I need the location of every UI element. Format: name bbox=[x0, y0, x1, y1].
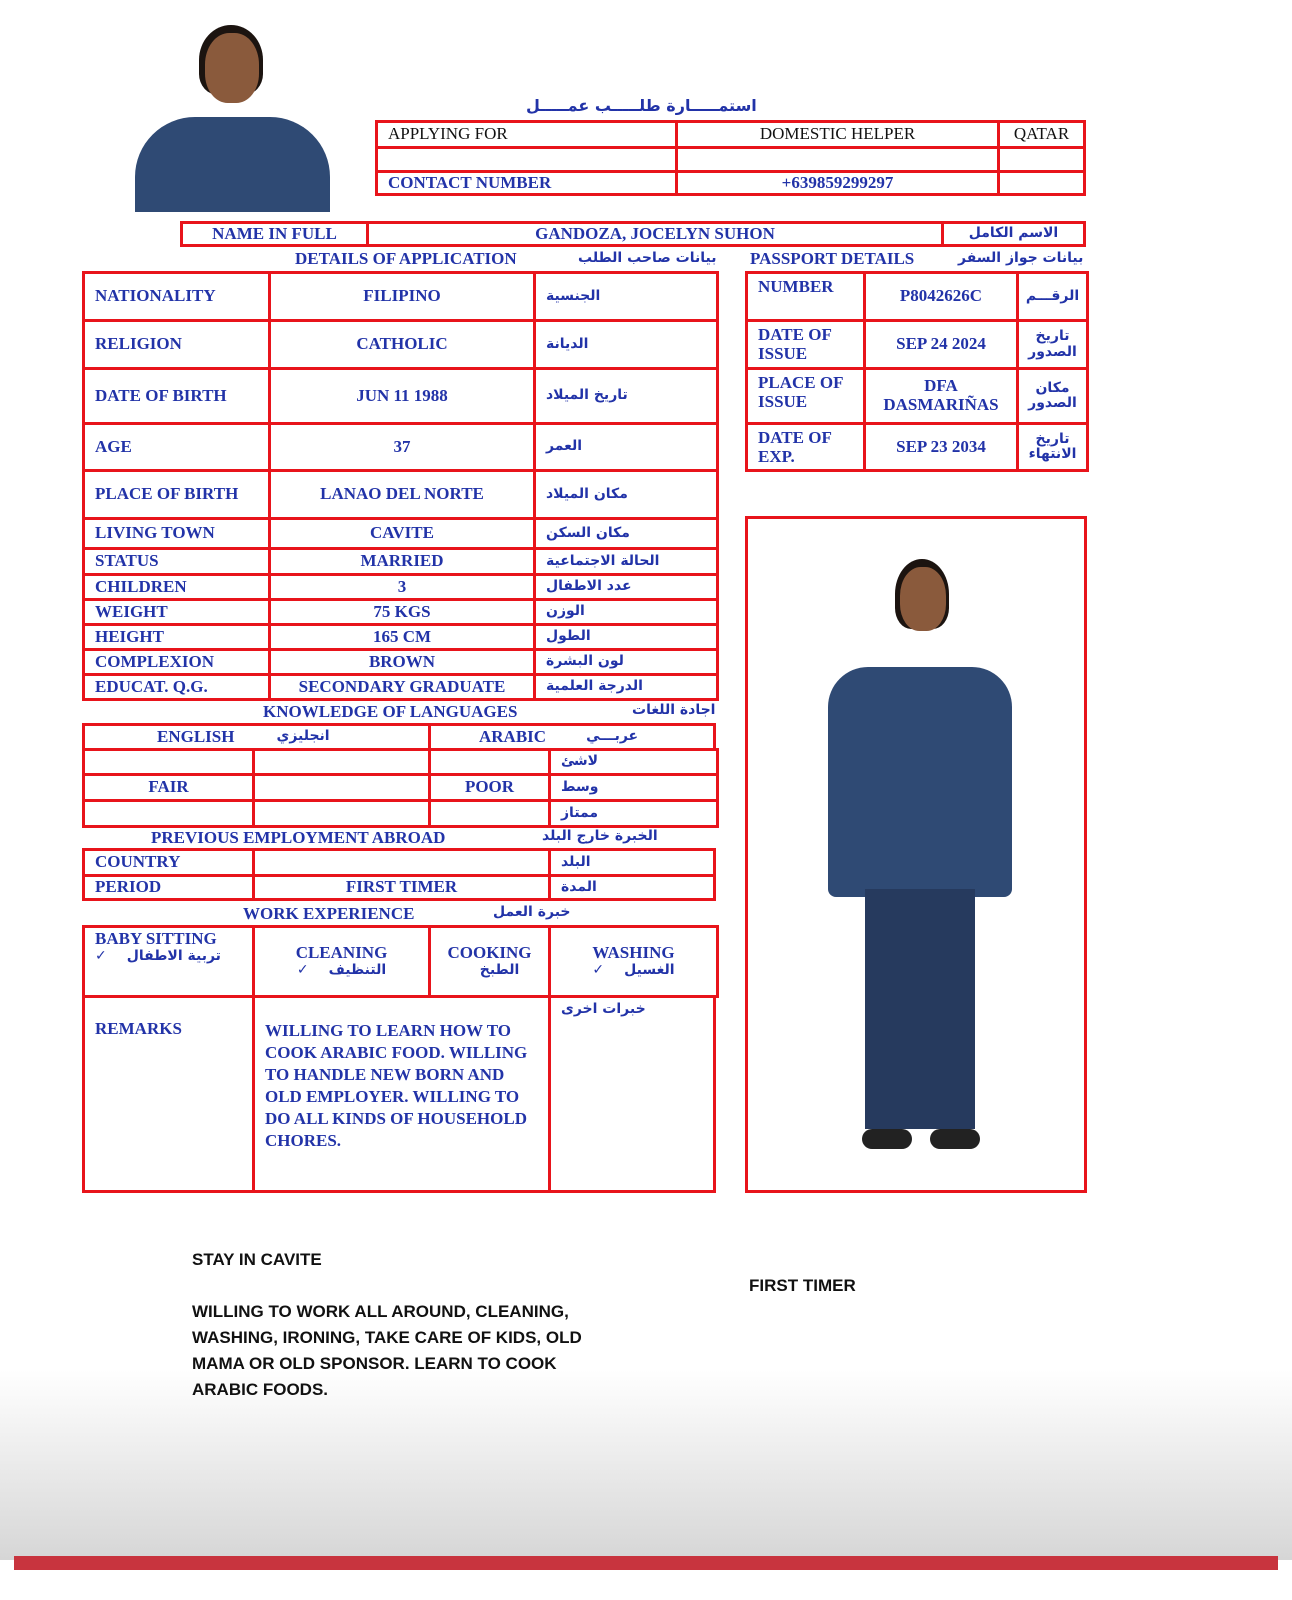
work-item-arabic bbox=[95, 949, 221, 964]
country-label-arabic: البلد bbox=[548, 848, 716, 877]
work-item-arabic-label: الطبخ bbox=[479, 962, 520, 979]
detail-label: NATIONALITY bbox=[82, 271, 271, 322]
detail-label: STATUS bbox=[82, 547, 271, 576]
detail-label-arabic: مكان الميلاد bbox=[533, 469, 719, 520]
work-item-arabic bbox=[592, 963, 674, 978]
passport-value: DFA DASMARIÑAS bbox=[863, 367, 1019, 425]
detail-label-arabic: عدد الاطفال bbox=[533, 573, 719, 601]
passport-value: P8042626C bbox=[863, 271, 1019, 322]
check-icon: ✓ bbox=[592, 962, 605, 979]
detail-label-arabic: الوزن bbox=[533, 598, 719, 626]
detail-value: 3 bbox=[268, 573, 536, 601]
detail-value: CATHOLIC bbox=[268, 319, 536, 370]
country-value bbox=[252, 848, 551, 877]
detail-label: RELIGION bbox=[82, 319, 271, 370]
arabic-label: ARABIC bbox=[479, 726, 547, 746]
detail-value: 165 CM bbox=[268, 623, 536, 651]
detail-label: COMPLEXION bbox=[82, 648, 271, 676]
arabic-level: POOR bbox=[428, 773, 551, 802]
work-item-arabic-label: الغسيل bbox=[624, 962, 675, 979]
passport-label-arabic: الرقـــم bbox=[1016, 271, 1089, 322]
detail-label: WEIGHT bbox=[82, 598, 271, 626]
english-level bbox=[82, 748, 255, 776]
work-item-label: WASHING bbox=[592, 943, 675, 963]
details-heading: DETAILS OF APPLICATION bbox=[295, 249, 517, 268]
detail-label-arabic: تاريخ الميلاد bbox=[533, 367, 719, 425]
detail-value: BROWN bbox=[268, 648, 536, 676]
detail-label-arabic: لون البشرة bbox=[533, 648, 719, 676]
contact-value: +639859299297 bbox=[675, 170, 1000, 196]
destination-country: QATAR bbox=[997, 120, 1086, 149]
level-label-arabic: ممتاز bbox=[548, 799, 719, 828]
detail-label: AGE bbox=[82, 422, 271, 472]
detail-label: PLACE OF BIRTH bbox=[82, 469, 271, 520]
period-label: PERIOD bbox=[82, 874, 255, 901]
work-heading: WORK EXPERIENCE bbox=[243, 904, 415, 923]
arabic-level bbox=[428, 799, 551, 828]
applying-for-label: APPLYING FOR bbox=[375, 120, 678, 149]
form-title-arabic: استمـــــارة طلـــــب عمـــــل bbox=[526, 96, 757, 115]
previous-heading: PREVIOUS EMPLOYMENT ABROAD bbox=[151, 828, 446, 847]
empty-cell bbox=[375, 146, 678, 173]
detail-label: CHILDREN bbox=[82, 573, 271, 601]
detail-label-arabic: الجنسية bbox=[533, 271, 719, 322]
name-value: GANDOZA, JOCELYN SUHON bbox=[366, 221, 944, 247]
detail-value: SECONDARY GRADUATE bbox=[268, 673, 536, 701]
passport-label-arabic: تاريخ الصدور bbox=[1016, 319, 1089, 370]
passport-label: PLACE OF ISSUE bbox=[745, 367, 866, 425]
work-item-cleaning bbox=[252, 925, 431, 998]
english-level bbox=[82, 799, 255, 828]
full-body-photo bbox=[745, 516, 1087, 1193]
name-label-arabic: الاسم الكامل bbox=[941, 221, 1086, 247]
passport-label: NUMBER bbox=[745, 271, 866, 322]
detail-value: LANAO DEL NORTE bbox=[268, 469, 536, 520]
detail-label-arabic: الحالة الاجتماعية bbox=[533, 547, 719, 576]
work-item-cooking bbox=[428, 925, 551, 998]
remarks-text: WILLING TO LEARN HOW TO COOK ARABIC FOOD. WILLING TO HANDLE NEW BORN AND OLD EMPLOYER. WILLING TO DO ALL KINDS OF HOUSEHOLD CHORES. bbox=[252, 995, 551, 1193]
country-label: COUNTRY bbox=[82, 848, 255, 877]
arabic-label-arabic: عربـــي bbox=[586, 728, 639, 745]
level-label-arabic: لاشئ bbox=[548, 748, 719, 776]
arabic-header bbox=[428, 723, 716, 751]
passport-label: DATE OF EXP. bbox=[745, 422, 866, 472]
other-experience-arabic: خبرات اخرى bbox=[548, 995, 716, 1193]
detail-value: MARRIED bbox=[268, 547, 536, 576]
passport-label-arabic: مكان الصدور bbox=[1016, 367, 1089, 425]
work-item-arabic bbox=[460, 963, 520, 978]
detail-value: CAVITE bbox=[268, 517, 536, 550]
languages-heading-arabic: اجادة اللغات bbox=[632, 702, 716, 718]
empty-cell bbox=[997, 146, 1086, 173]
passport-label: DATE OF ISSUE bbox=[745, 319, 866, 370]
passport-value: SEP 24 2024 bbox=[863, 319, 1019, 370]
english-level-mark bbox=[252, 799, 431, 828]
detail-value: FILIPINO bbox=[268, 271, 536, 322]
period-label-arabic: المدة bbox=[548, 874, 716, 901]
detail-label-arabic: الطول bbox=[533, 623, 719, 651]
detail-label: HEIGHT bbox=[82, 623, 271, 651]
detail-value: JUN 11 1988 bbox=[268, 367, 536, 425]
remarks-label: REMARKS bbox=[82, 995, 255, 1193]
bottom-bar bbox=[14, 1556, 1278, 1570]
empty-cell bbox=[675, 146, 1000, 173]
passport-value: SEP 23 2034 bbox=[863, 422, 1019, 472]
contact-label: CONTACT NUMBER bbox=[375, 170, 678, 196]
detail-label: DATE OF BIRTH bbox=[82, 367, 271, 425]
work-item-baby-sitting bbox=[82, 925, 255, 998]
work-heading-arabic: خبرة العمل bbox=[493, 904, 571, 920]
detail-label-arabic: الدرجة العلمية bbox=[533, 673, 719, 701]
first-timer-note: FIRST TIMER bbox=[749, 1276, 856, 1295]
detail-label-arabic: مكان السكن bbox=[533, 517, 719, 550]
work-item-arabic bbox=[297, 963, 386, 978]
empty-cell bbox=[997, 170, 1086, 196]
detail-label: LIVING TOWN bbox=[82, 517, 271, 550]
check-icon: ✓ bbox=[95, 947, 107, 964]
willing-note: WILLING TO WORK ALL AROUND, CLEANING, WASHING, IRONING, TAKE CARE OF KIDS, OLD MAMA OR OLD SPONSOR. LEARN TO COOK ARABIC FOODS. bbox=[192, 1302, 582, 1399]
english-header bbox=[82, 723, 431, 751]
work-item-label: BABY SITTING bbox=[95, 929, 217, 948]
name-label: NAME IN FULL bbox=[180, 221, 369, 247]
applicant-headshot bbox=[135, 25, 330, 212]
detail-label-arabic: الديانة bbox=[533, 319, 719, 370]
period-value: FIRST TIMER bbox=[252, 874, 551, 901]
languages-heading: KNOWLEDGE OF LANGUAGES bbox=[263, 702, 518, 721]
stay-note: STAY IN CAVITE bbox=[192, 1250, 322, 1269]
passport-label-arabic: تاريخ الانتهاء bbox=[1016, 422, 1089, 472]
work-item-label: COOKING bbox=[447, 943, 532, 963]
english-level: FAIR bbox=[82, 773, 255, 802]
english-level-mark bbox=[252, 748, 431, 776]
details-heading-arabic: بيانات صاحب الطلب bbox=[578, 250, 717, 266]
applying-for-value: DOMESTIC HELPER bbox=[675, 120, 1000, 149]
work-item-label: CLEANING bbox=[295, 943, 388, 963]
detail-label: EDUCAT. Q.G. bbox=[82, 673, 271, 701]
passport-heading-arabic: بيانات جواز السفر bbox=[958, 250, 1084, 266]
previous-heading-arabic: الخبرة خارج البلد bbox=[542, 828, 658, 844]
detail-value: 37 bbox=[268, 422, 536, 472]
english-level-mark bbox=[252, 773, 431, 802]
level-label-arabic: وسط bbox=[548, 773, 719, 802]
english-label-arabic: انجليزي bbox=[276, 728, 330, 745]
english-label: ENGLISH bbox=[157, 726, 235, 746]
work-item-arabic-label: التنظيف bbox=[328, 962, 387, 979]
detail-value: 75 KGS bbox=[268, 598, 536, 626]
passport-heading: PASSPORT DETAILS bbox=[750, 249, 915, 268]
check-icon: ✓ bbox=[296, 962, 309, 979]
work-item-arabic-label: تربية الاطفال bbox=[126, 947, 221, 964]
detail-label-arabic: العمر bbox=[533, 422, 719, 472]
arabic-level bbox=[428, 748, 551, 776]
work-item-washing bbox=[548, 925, 719, 998]
